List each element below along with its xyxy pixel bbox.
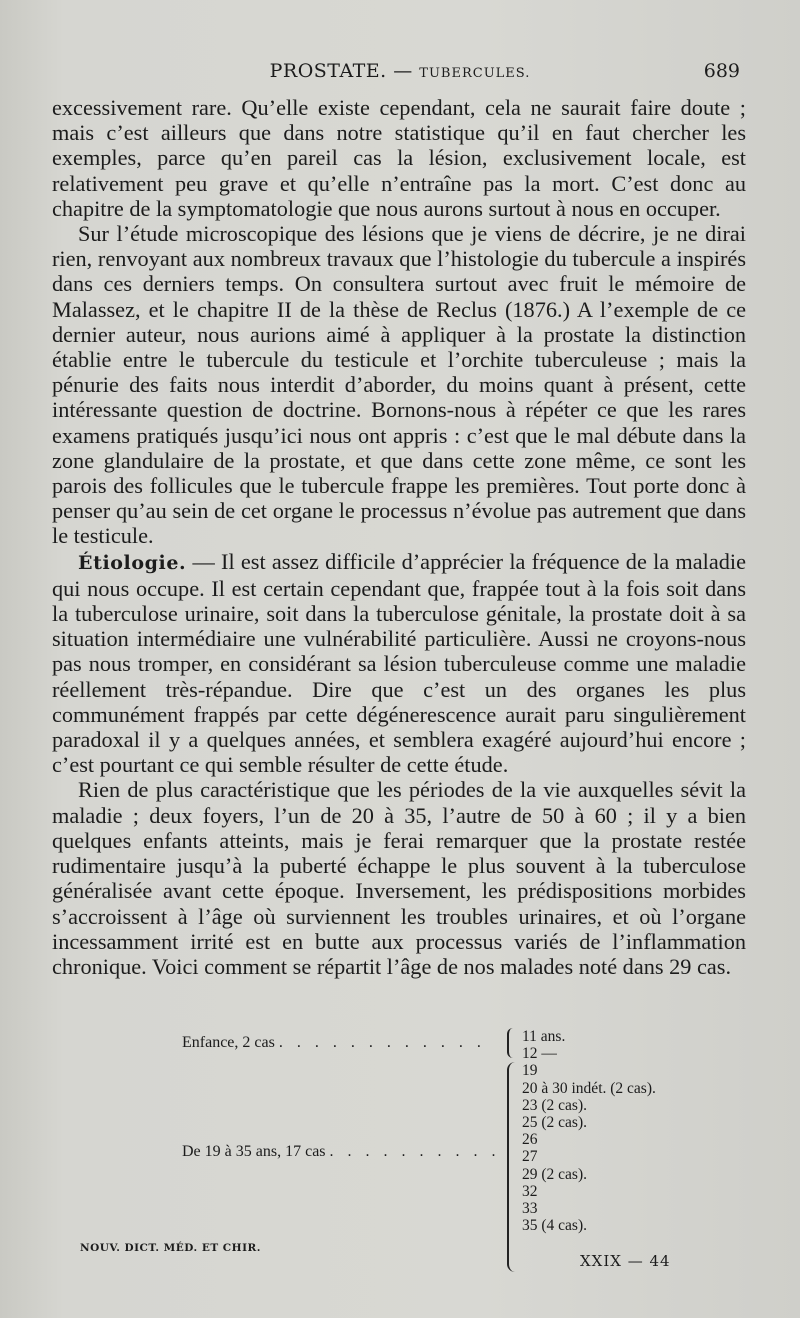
- age-entry: 12 —: [522, 1045, 557, 1063]
- group2-label: De 19 à 35 ans, 17 cas: [182, 1143, 326, 1160]
- paragraph-4: Rien de plus caractéristique que les périodes de la vie auxquelles sévit la maladie ; deux foyers, l’un de 20 à 35, l’autre de 50 à 60 ; il y a bien quelques enfants atteints, mais je ferai remarquer que la prostate restée rudimentaire jusqu’à la puberté échappe le plus souvent à la tuberculose généralisée avant cette époque. Inversement, les prédispositions morbides s’accroissent à l’âge où surviennent les troubles urinaires, et où l’organe incessamment irrité est en butte aux processus variés de l’inflammation chronique. Voici comment se répartit l’âge de nos malades noté dans 29 cas.: [52, 777, 746, 979]
- brace-adults: [507, 1062, 517, 1272]
- group-label-adults: [182, 1143, 501, 1161]
- footer-volume: XXIX — 44: [580, 1252, 671, 1270]
- paragraph-2: Sur l’étude microscopique des lésions que je viens de décrire, je ne dirai rien, renvoyant aux nombreux travaux que l’histologie du tubercule a inspirés dans ces derniers temps. On consultera surtout avec fruit le mémoire de Malassez, et le chapitre II de la thèse de Reclus (1876.) A l’exemple de ce dernier auteur, nous aurions aimé à appliquer à la prostate la distinction établie entre le tubercule du testicule et l’orchite tuberculeuse ; mais la pénurie des faits nous interdit d’aborder, du moins quant à présent, cette intéressante question de doctrine. Bornons-nous à répéter ce que les rares examens pratiqués jusqu’ici nous ont appris : c’est que le mal débute dans la zone glandulaire de la prostate, et que dans cette zone même, ce sont les parois des follicules que le tubercule frappe les premières. Tout porte donc à penser qu’au sein de cet organe le processus n’évolue pas autrement que dans le testicule.: [52, 221, 746, 549]
- running-header: [60, 60, 740, 86]
- age-entry: 11 ans.: [522, 1028, 566, 1045]
- group-label-enfance: [182, 1034, 486, 1052]
- section-heading: Étiologie.: [78, 551, 187, 574]
- group2-dots: . . . . . . . . . .: [329, 1143, 501, 1160]
- body-text: [52, 95, 746, 979]
- age-entry: 25 (2 cas).: [522, 1113, 587, 1131]
- age-entry: 19: [522, 1062, 538, 1080]
- age-entry: 32: [522, 1182, 538, 1200]
- group1-label: Enfance, 2 cas: [182, 1034, 275, 1051]
- etiologie-text: — Il est assez difficile d’apprécier la fréquence de la maladie qui nous occupe. Il est certain cependant que, frappée tout à la fois soit dans la tuberculose urinaire, soit dans la tuberculose génitale, la prostate doit à sa situation intermédiaire une vulnérabilité particulière. Aussi ne croyons-nous pas nous tromper, en considérant sa lésion tuberculeuse comme une maladie réellement très-répandue. Dire que c’est un des organes les plus communément frappés par cette dégénerescence aurait paru singulièrement paradoxal il y a quelques années, et semblera exagéré aujourd’hui encore ; c’est pourtant ce qui semble résulter de cette étude.: [52, 548, 746, 778]
- paragraph-etiologie: [52, 549, 746, 778]
- age-list: [522, 1028, 742, 1234]
- age-entry: 20 à 30 indét. (2 cas).: [522, 1079, 656, 1097]
- paragraph-1: excessivement rare. Qu’elle existe cependant, cela ne saurait faire doute ; mais c’est ailleurs que dans notre statistique qu’il en faut chercher les exemples, parce qu’en pareil cas la lésion, exclusivement locale, est relativement peu grave et qu’elle n’entraîne pas la mort. C’est donc au chapitre de la symptomatologie que nous aurons surtout à nous en occuper.: [52, 95, 746, 221]
- age-entry: 27: [522, 1148, 538, 1166]
- age-entry: 33: [522, 1199, 538, 1217]
- age-entry: 23 (2 cas).: [522, 1096, 587, 1114]
- age-table: [52, 1028, 746, 1258]
- title-sub: TUBERCULES.: [419, 66, 531, 81]
- brace-enfance: [507, 1028, 517, 1058]
- age-entry: 26: [522, 1131, 538, 1149]
- running-title: [60, 60, 740, 82]
- page-number: 689: [703, 60, 740, 82]
- age-entry: 29 (2 cas).: [522, 1165, 587, 1183]
- title-main: PROSTATE. —: [269, 60, 413, 82]
- age-entry: 35 (4 cas).: [522, 1217, 587, 1235]
- footer-signature: NOUV. DICT. MÉD. ET CHIR.: [80, 1242, 261, 1254]
- group1-dots: . . . . . . . . . . . .: [278, 1034, 486, 1051]
